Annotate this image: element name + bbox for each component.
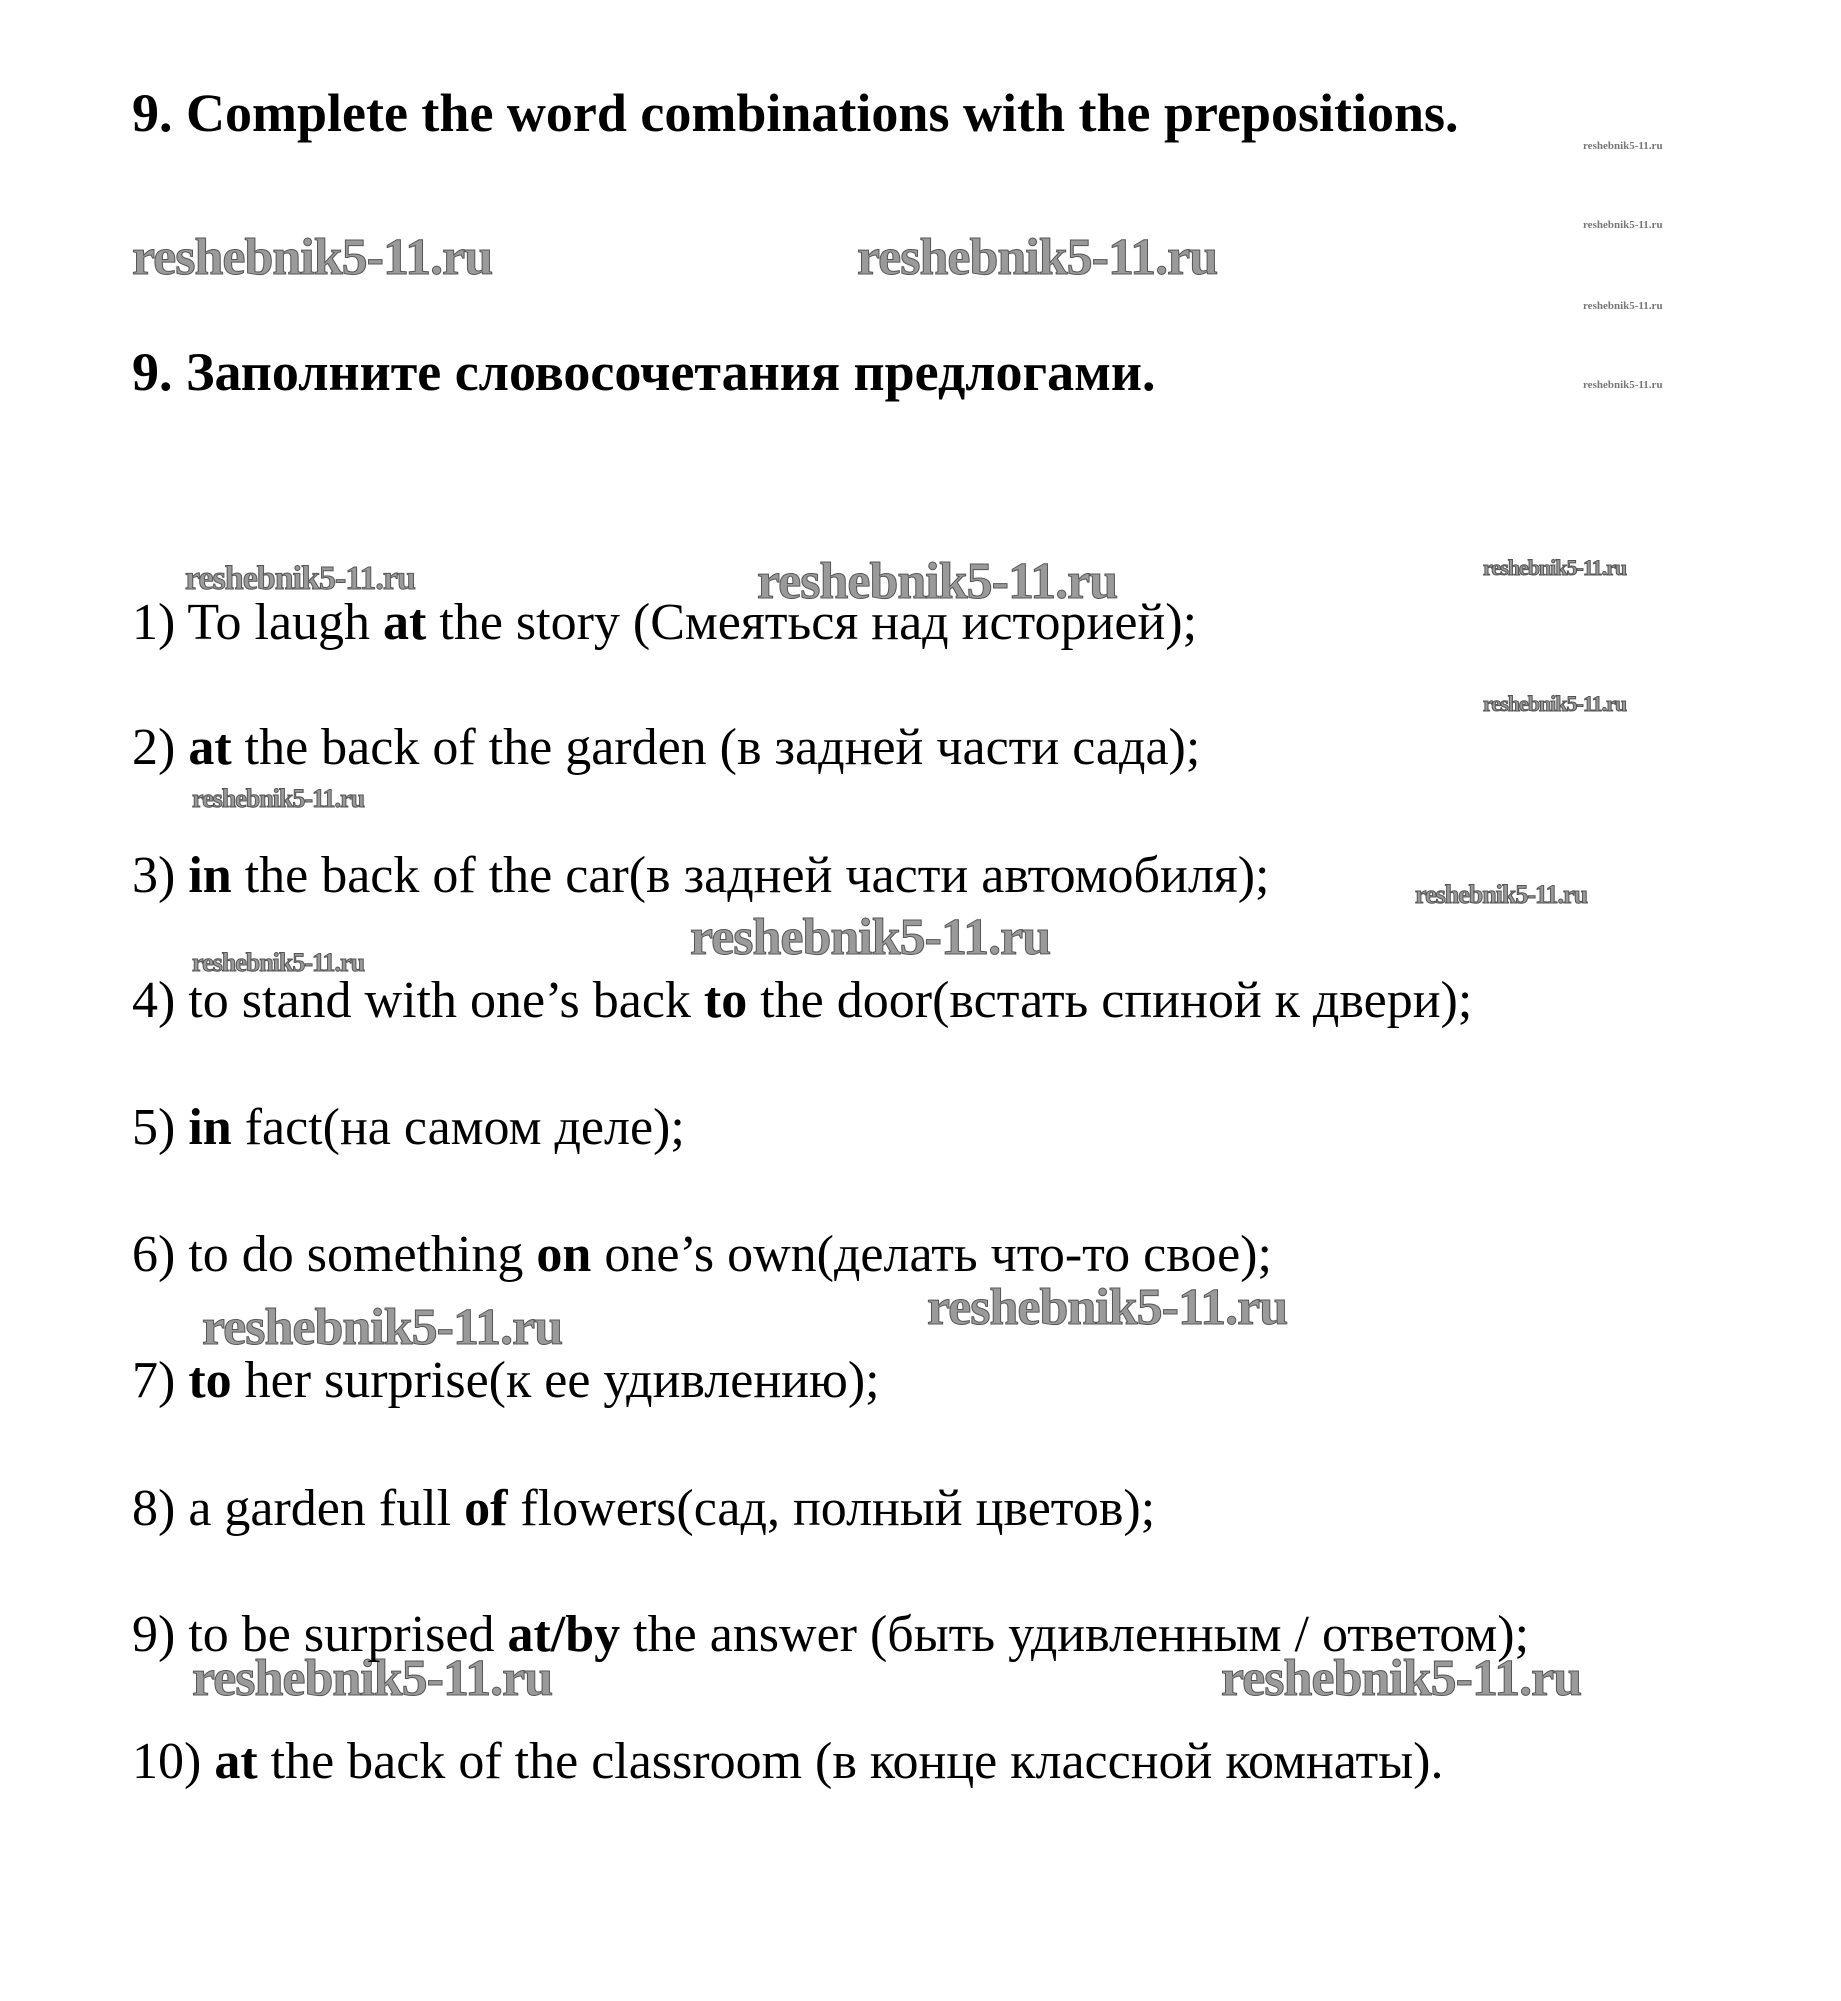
preposition: at bbox=[188, 719, 232, 776]
item-text: flowers(сад, полный цветов); bbox=[507, 1480, 1156, 1537]
item-text: 3) bbox=[132, 847, 189, 904]
item-text: the back of the garden (в задней части сада); bbox=[231, 719, 1201, 776]
preposition: to bbox=[188, 1352, 232, 1409]
watermark: reshebnik5-11.ru bbox=[1415, 880, 1588, 909]
item-text: 8) a garden full bbox=[132, 1480, 465, 1537]
preposition: at/by bbox=[507, 1606, 621, 1663]
exercise-heading-russian: 9. Заполните словосочетания предлогами. bbox=[132, 342, 1156, 402]
preposition: to bbox=[703, 972, 748, 1029]
answer-item-1 bbox=[132, 594, 1198, 651]
item-text: one’s own(делать что-то свое); bbox=[591, 1226, 1272, 1283]
item-text: 7) bbox=[132, 1352, 189, 1409]
answer-item-7 bbox=[132, 1352, 880, 1409]
watermark: reshebnik5-11.ru bbox=[1221, 1650, 1582, 1707]
watermark: reshebnik5-11.ru bbox=[192, 784, 365, 813]
watermark: reshebnik5-11.ru bbox=[1583, 300, 1663, 312]
answer-item-9 bbox=[132, 1606, 1530, 1663]
item-text: the answer (быть удивленным / ответом); bbox=[620, 1606, 1530, 1663]
item-text: 9) to be surprised bbox=[132, 1606, 508, 1663]
watermark: reshebnik5-11.ru bbox=[192, 948, 365, 977]
preposition: in bbox=[188, 1099, 232, 1156]
item-text: 6) to do something bbox=[132, 1226, 537, 1283]
item-text: the story (Смеяться над историей); bbox=[426, 594, 1198, 651]
preposition: of bbox=[464, 1480, 508, 1537]
watermark: reshebnik5-11.ru bbox=[690, 909, 1051, 966]
answer-item-6 bbox=[132, 1226, 1272, 1283]
answer-item-4 bbox=[132, 972, 1473, 1029]
item-text: the door(встать спиной к двери); bbox=[747, 972, 1473, 1029]
answer-item-2 bbox=[132, 719, 1201, 776]
watermark: reshebnik5-11.ru bbox=[1583, 379, 1663, 391]
answer-item-5 bbox=[132, 1099, 685, 1156]
item-text: her surprise(к ее удивлению); bbox=[231, 1352, 880, 1409]
preposition: at bbox=[383, 594, 427, 651]
item-text: the back of the car(в задней части автомобиля); bbox=[231, 847, 1270, 904]
item-text: 5) bbox=[132, 1099, 189, 1156]
watermark: reshebnik5-11.ru bbox=[185, 560, 415, 597]
item-text: the back of the classroom (в конце классной комнаты). bbox=[257, 1733, 1444, 1790]
watermark: reshebnik5-11.ru bbox=[192, 1650, 553, 1707]
item-text: 2) bbox=[132, 719, 189, 776]
watermark: reshebnik5-11.ru bbox=[1583, 140, 1663, 152]
watermark: reshebnik5-11.ru bbox=[1483, 555, 1627, 580]
answer-item-3 bbox=[132, 847, 1270, 904]
watermark: reshebnik5-11.ru bbox=[132, 229, 493, 286]
answer-item-8 bbox=[132, 1480, 1156, 1537]
watermark: reshebnik5-11.ru bbox=[202, 1299, 563, 1356]
item-text: 4) to stand with one’s back bbox=[132, 972, 704, 1029]
preposition: on bbox=[536, 1226, 592, 1283]
watermark: reshebnik5-11.ru bbox=[757, 553, 1118, 610]
watermark: reshebnik5-11.ru bbox=[1583, 219, 1663, 231]
item-text: 1) To laugh bbox=[132, 594, 384, 651]
watermark: reshebnik5-11.ru bbox=[927, 1279, 1288, 1336]
preposition: at bbox=[214, 1733, 258, 1790]
exercise-heading-english: 9. Complete the word combinations with the prepositions. bbox=[132, 83, 1459, 143]
watermark: reshebnik5-11.ru bbox=[857, 229, 1218, 286]
watermark: reshebnik5-11.ru bbox=[1483, 691, 1627, 716]
answer-item-10 bbox=[132, 1733, 1444, 1790]
item-text: fact(на самом деле); bbox=[231, 1099, 685, 1156]
preposition: in bbox=[188, 847, 232, 904]
item-text: 10) bbox=[132, 1733, 215, 1790]
